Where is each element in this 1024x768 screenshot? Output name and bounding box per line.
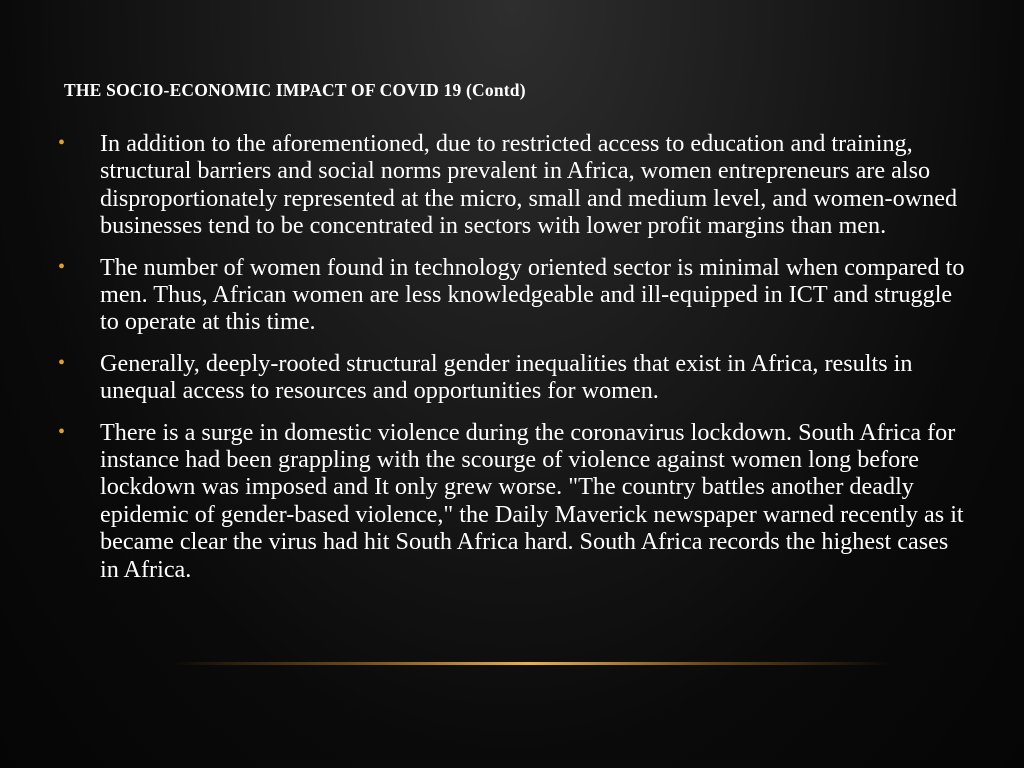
bullet-text: The number of women found in technology oriented sector is minimal when compared to men. Thus, African women are less knowledgeable and ill-equipped in ICT and struggle to operate at this time.: [100, 253, 965, 336]
bullet-item: [58, 254, 970, 336]
bullet-text: There is a surge in domestic violence during the coronavirus lockdown. South Africa for instance had been grappling with the scourge of violence against women long before lockdown was imposed and It only grew worse. "The country battles another deadly epidemic of gender-based violence," the Daily Maverick newspaper warned recently as it became clear the virus had hit South Africa hard. South Africa records the highest cases in Africa.: [100, 418, 964, 583]
bullet-item: [58, 350, 970, 405]
bullet-item: [58, 130, 970, 240]
bullet-text: In addition to the aforementioned, due to restricted access to education and training, structural barriers and social norms prevalent in Africa, women entrepreneurs are also disproportionately represented at the micro, small and medium level, and women-owned businesses tend to be concentrated in sectors with lower profit margins than men.: [100, 130, 958, 240]
bullet-icon: •: [58, 351, 66, 374]
bullet-text: Generally, deeply-rooted structural gender inequalities that exist in Africa, results in unequal access to resources and opportunities for women.: [100, 349, 913, 405]
accent-divider-line: [170, 662, 890, 665]
bullet-icon: •: [58, 255, 66, 278]
bullet-icon: •: [58, 132, 66, 154]
bullet-item: [58, 419, 970, 583]
bullet-icon: •: [58, 420, 66, 443]
slide-title: THE SOCIO-ECONOMIC IMPACT OF COVID 19 (Contd): [64, 80, 526, 100]
bullet-list: [58, 130, 970, 597]
